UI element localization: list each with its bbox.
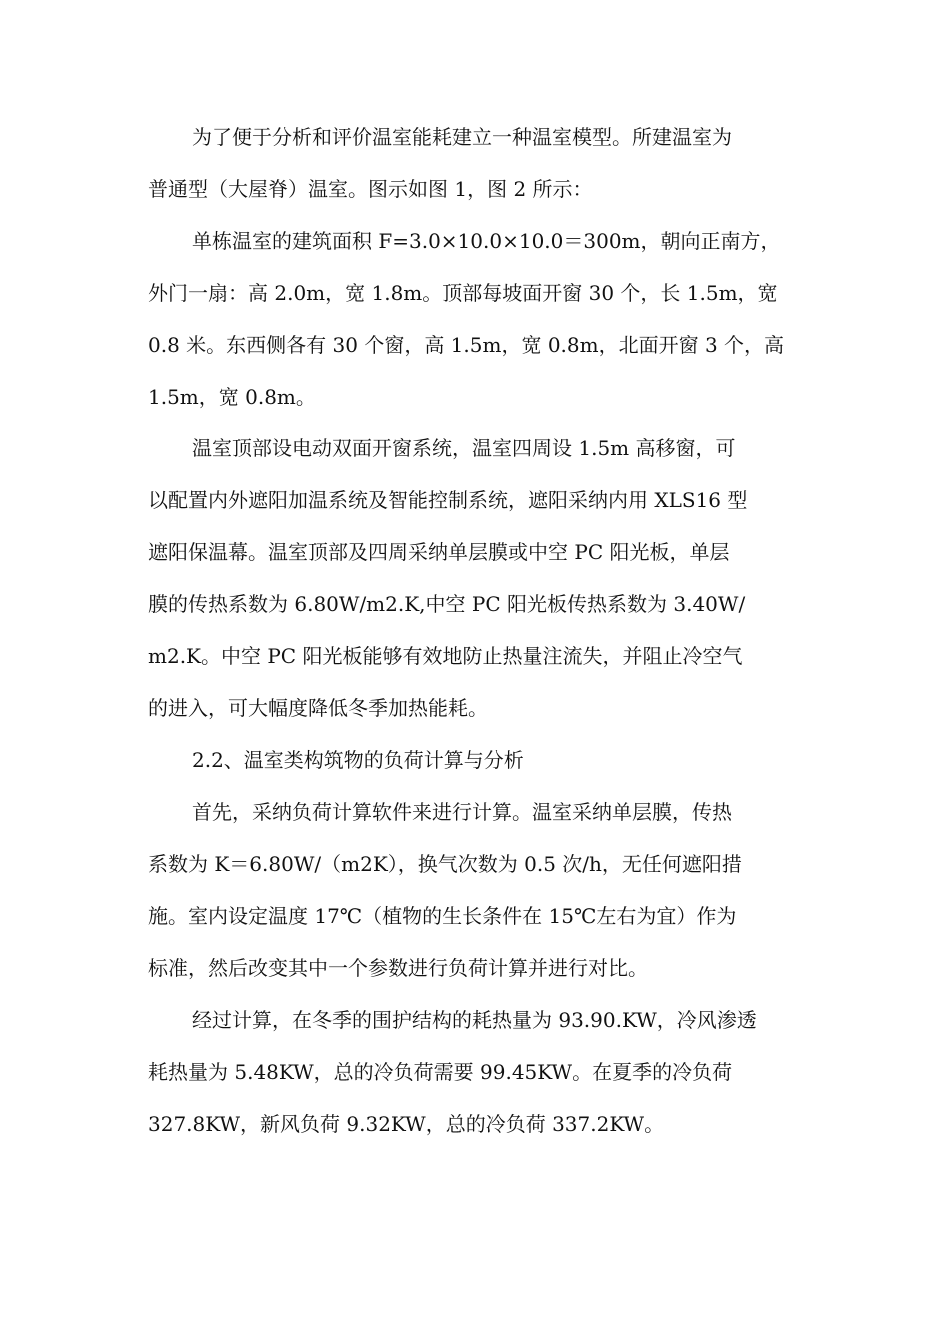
paragraph-5-line-3: 327.8KW，新风负荷 9.32KW，总的冷负荷 337.2KW。 — [148, 1112, 665, 1136]
paragraph-3-line-5: m2.K。中空 PC 阳光板能够有效地防止热量注流失，并阻止冷空气 — [148, 644, 743, 668]
paragraph-5-line-2: 耗热量为 5.48KW，总的冷负荷需要 99.45KW。在夏季的冷负荷 — [148, 1060, 733, 1084]
paragraph-2-line-1: 单栋温室的建筑面积 F=3.0×10.0×10.0＝300m，朝向正南方， — [192, 229, 781, 253]
paragraph-5-line-1: 经过计算，在冬季的围护结构的耗热量为 93.90.KW，冷风渗透 — [192, 1008, 757, 1032]
paragraph-3-line-1: 温室顶部设电动双面开窗系统，温室四周设 1.5m 高移窗，可 — [192, 436, 736, 460]
paragraph-2-line-2: 外门一扇：高 2.0m，宽 1.8m。顶部每坡面开窗 30 个，长 1.5m，宽 — [148, 281, 778, 305]
paragraph-1-line-2: 普通型（大屋脊）温室。图示如图 1，图 2 所示： — [148, 177, 593, 201]
paragraph-4-line-3: 施。室内设定温度 17℃（植物的生长条件在 15℃左右为宜）作为 — [148, 904, 737, 928]
paragraph-4-line-1: 首先，采纳负荷计算软件来进行计算。温室采纳单层膜，传热 — [192, 800, 732, 824]
paragraph-3-line-2: 以配置内外遮阳加温系统及智能控制系统，遮阳采纳内用 XLS16 型 — [148, 488, 748, 512]
paragraph-3-line-4: 膜的传热系数为 6.80W/m2.K,中空 PC 阳光板传热系数为 3.40W/ — [148, 592, 746, 616]
paragraph-4-line-4: 标准，然后改变其中一个参数进行负荷计算并进行对比。 — [148, 956, 648, 980]
paragraph-2-line-4: 1.5m，宽 0.8m。 — [148, 385, 316, 409]
paragraph-2-line-3: 0.8 米。东西侧各有 30 个窗，高 1.5m，宽 0.8m，北面开窗 3 个，高 — [148, 333, 785, 357]
paragraph-3-line-6: 的进入，可大幅度降低冬季加热能耗。 — [148, 696, 488, 720]
section-heading: 2.2、温室类构筑物的负荷计算与分析 — [192, 748, 524, 772]
paragraph-1-line-1: 为了便于分析和评价温室能耗建立一种温室模型。所建温室为 — [192, 125, 732, 149]
paragraph-3-line-3: 遮阳保温幕。温室顶部及四周采纳单层膜或中空 PC 阳光板，单层 — [148, 540, 730, 564]
paragraph-4-line-2: 系数为 K＝6.80W/（m2K），换气次数为 0.5 次/h，无任何遮阳措 — [148, 852, 742, 876]
